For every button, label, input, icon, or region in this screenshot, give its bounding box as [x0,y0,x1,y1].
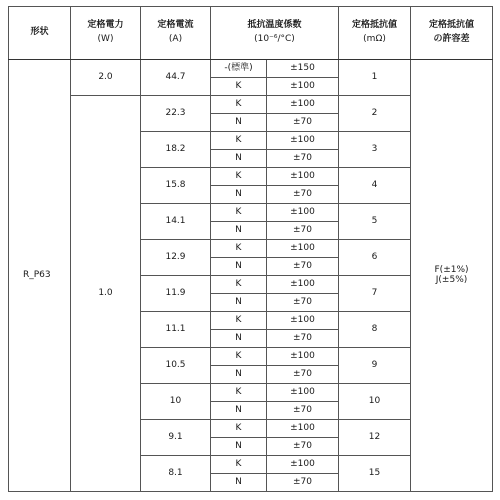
current-cell: 22.3 [141,96,211,132]
header-row [9,7,493,60]
tcr-value-cell: ±100 [267,420,339,438]
tcr-code-cell: K [211,384,267,402]
tcr-value-cell: ±100 [267,456,339,474]
header-tolerance: 定格抵抗値 の許容差 [411,7,493,60]
tcr-code-cell: N [211,186,267,204]
tcr-code-cell: -(標準) [211,60,267,78]
resistance-cell: 7 [339,276,411,312]
tcr-code-cell: K [211,132,267,150]
resistance-cell: 5 [339,204,411,240]
table-row [9,60,493,78]
current-cell: 14.1 [141,204,211,240]
power-cell: 2.0 [71,60,141,96]
tcr-value-cell: ±100 [267,384,339,402]
tcr-value-cell: ±70 [267,402,339,420]
header-power: 定格電力 (W) [71,7,141,60]
current-cell: 11.9 [141,276,211,312]
tcr-code-cell: K [211,276,267,294]
tcr-code-cell: K [211,240,267,258]
resistance-cell: 1 [339,60,411,96]
tcr-value-cell: ±150 [267,60,339,78]
tcr-code-cell: K [211,348,267,366]
tcr-code-cell: N [211,474,267,492]
tcr-value-cell: ±100 [267,78,339,96]
resistance-cell: 3 [339,132,411,168]
resistance-cell: 2 [339,96,411,132]
tcr-code-cell: N [211,330,267,348]
tcr-code-cell: N [211,294,267,312]
shape-cell: R_P63 [9,60,71,492]
tcr-code-cell: N [211,258,267,276]
resistance-cell: 4 [339,168,411,204]
resistance-cell: 15 [339,456,411,492]
tcr-value-cell: ±100 [267,312,339,330]
tcr-code-cell: N [211,402,267,420]
tcr-value-cell: ±70 [267,330,339,348]
tcr-value-cell: ±100 [267,240,339,258]
spec-table [8,6,493,492]
header-tcr: 抵抗温度係数 (10⁻⁶/°C) [211,7,339,60]
tcr-code-cell: K [211,420,267,438]
current-cell: 15.8 [141,168,211,204]
tcr-value-cell: ±70 [267,222,339,240]
current-cell: 9.1 [141,420,211,456]
tcr-code-cell: N [211,114,267,132]
tcr-value-cell: ±70 [267,366,339,384]
resistance-cell: 10 [339,384,411,420]
current-cell: 18.2 [141,132,211,168]
tcr-code-cell: K [211,96,267,114]
tcr-value-cell: ±70 [267,114,339,132]
tcr-value-cell: ±70 [267,438,339,456]
tcr-value-cell: ±100 [267,348,339,366]
tcr-code-cell: K [211,456,267,474]
tcr-value-cell: ±70 [267,258,339,276]
tcr-code-cell: K [211,78,267,96]
current-cell: 11.1 [141,312,211,348]
resistance-cell: 6 [339,240,411,276]
resistance-cell: 12 [339,420,411,456]
tcr-value-cell: ±100 [267,168,339,186]
tolerance-value: F(±1%) [434,264,469,275]
tcr-value-cell: ±100 [267,96,339,114]
current-cell: 10.5 [141,348,211,384]
tcr-value-cell: ±70 [267,474,339,492]
header-current: 定格電流 (A) [141,7,211,60]
tcr-code-cell: K [211,168,267,186]
tcr-code-cell: N [211,222,267,240]
tcr-code-cell: K [211,204,267,222]
power-cell: 1.0 [71,96,141,492]
resistance-cell: 9 [339,348,411,384]
resistance-cell: 8 [339,312,411,348]
tcr-value-cell: ±100 [267,204,339,222]
header-resistance: 定格抵抗値 (mΩ) [339,7,411,60]
tolerance-value: J(±5%) [435,274,468,285]
current-cell: 12.9 [141,240,211,276]
header-shape: 形状 [9,7,71,60]
tcr-code-cell: N [211,438,267,456]
current-cell: 44.7 [141,60,211,96]
tcr-code-cell: K [211,312,267,330]
tcr-value-cell: ±70 [267,150,339,168]
tcr-value-cell: ±100 [267,276,339,294]
current-cell: 10 [141,384,211,420]
tcr-code-cell: N [211,366,267,384]
tcr-value-cell: ±100 [267,132,339,150]
current-cell: 8.1 [141,456,211,492]
tcr-value-cell: ±70 [267,186,339,204]
tolerance-cell [411,60,493,492]
table-body [9,60,493,492]
tcr-value-cell: ±70 [267,294,339,312]
tcr-code-cell: N [211,150,267,168]
